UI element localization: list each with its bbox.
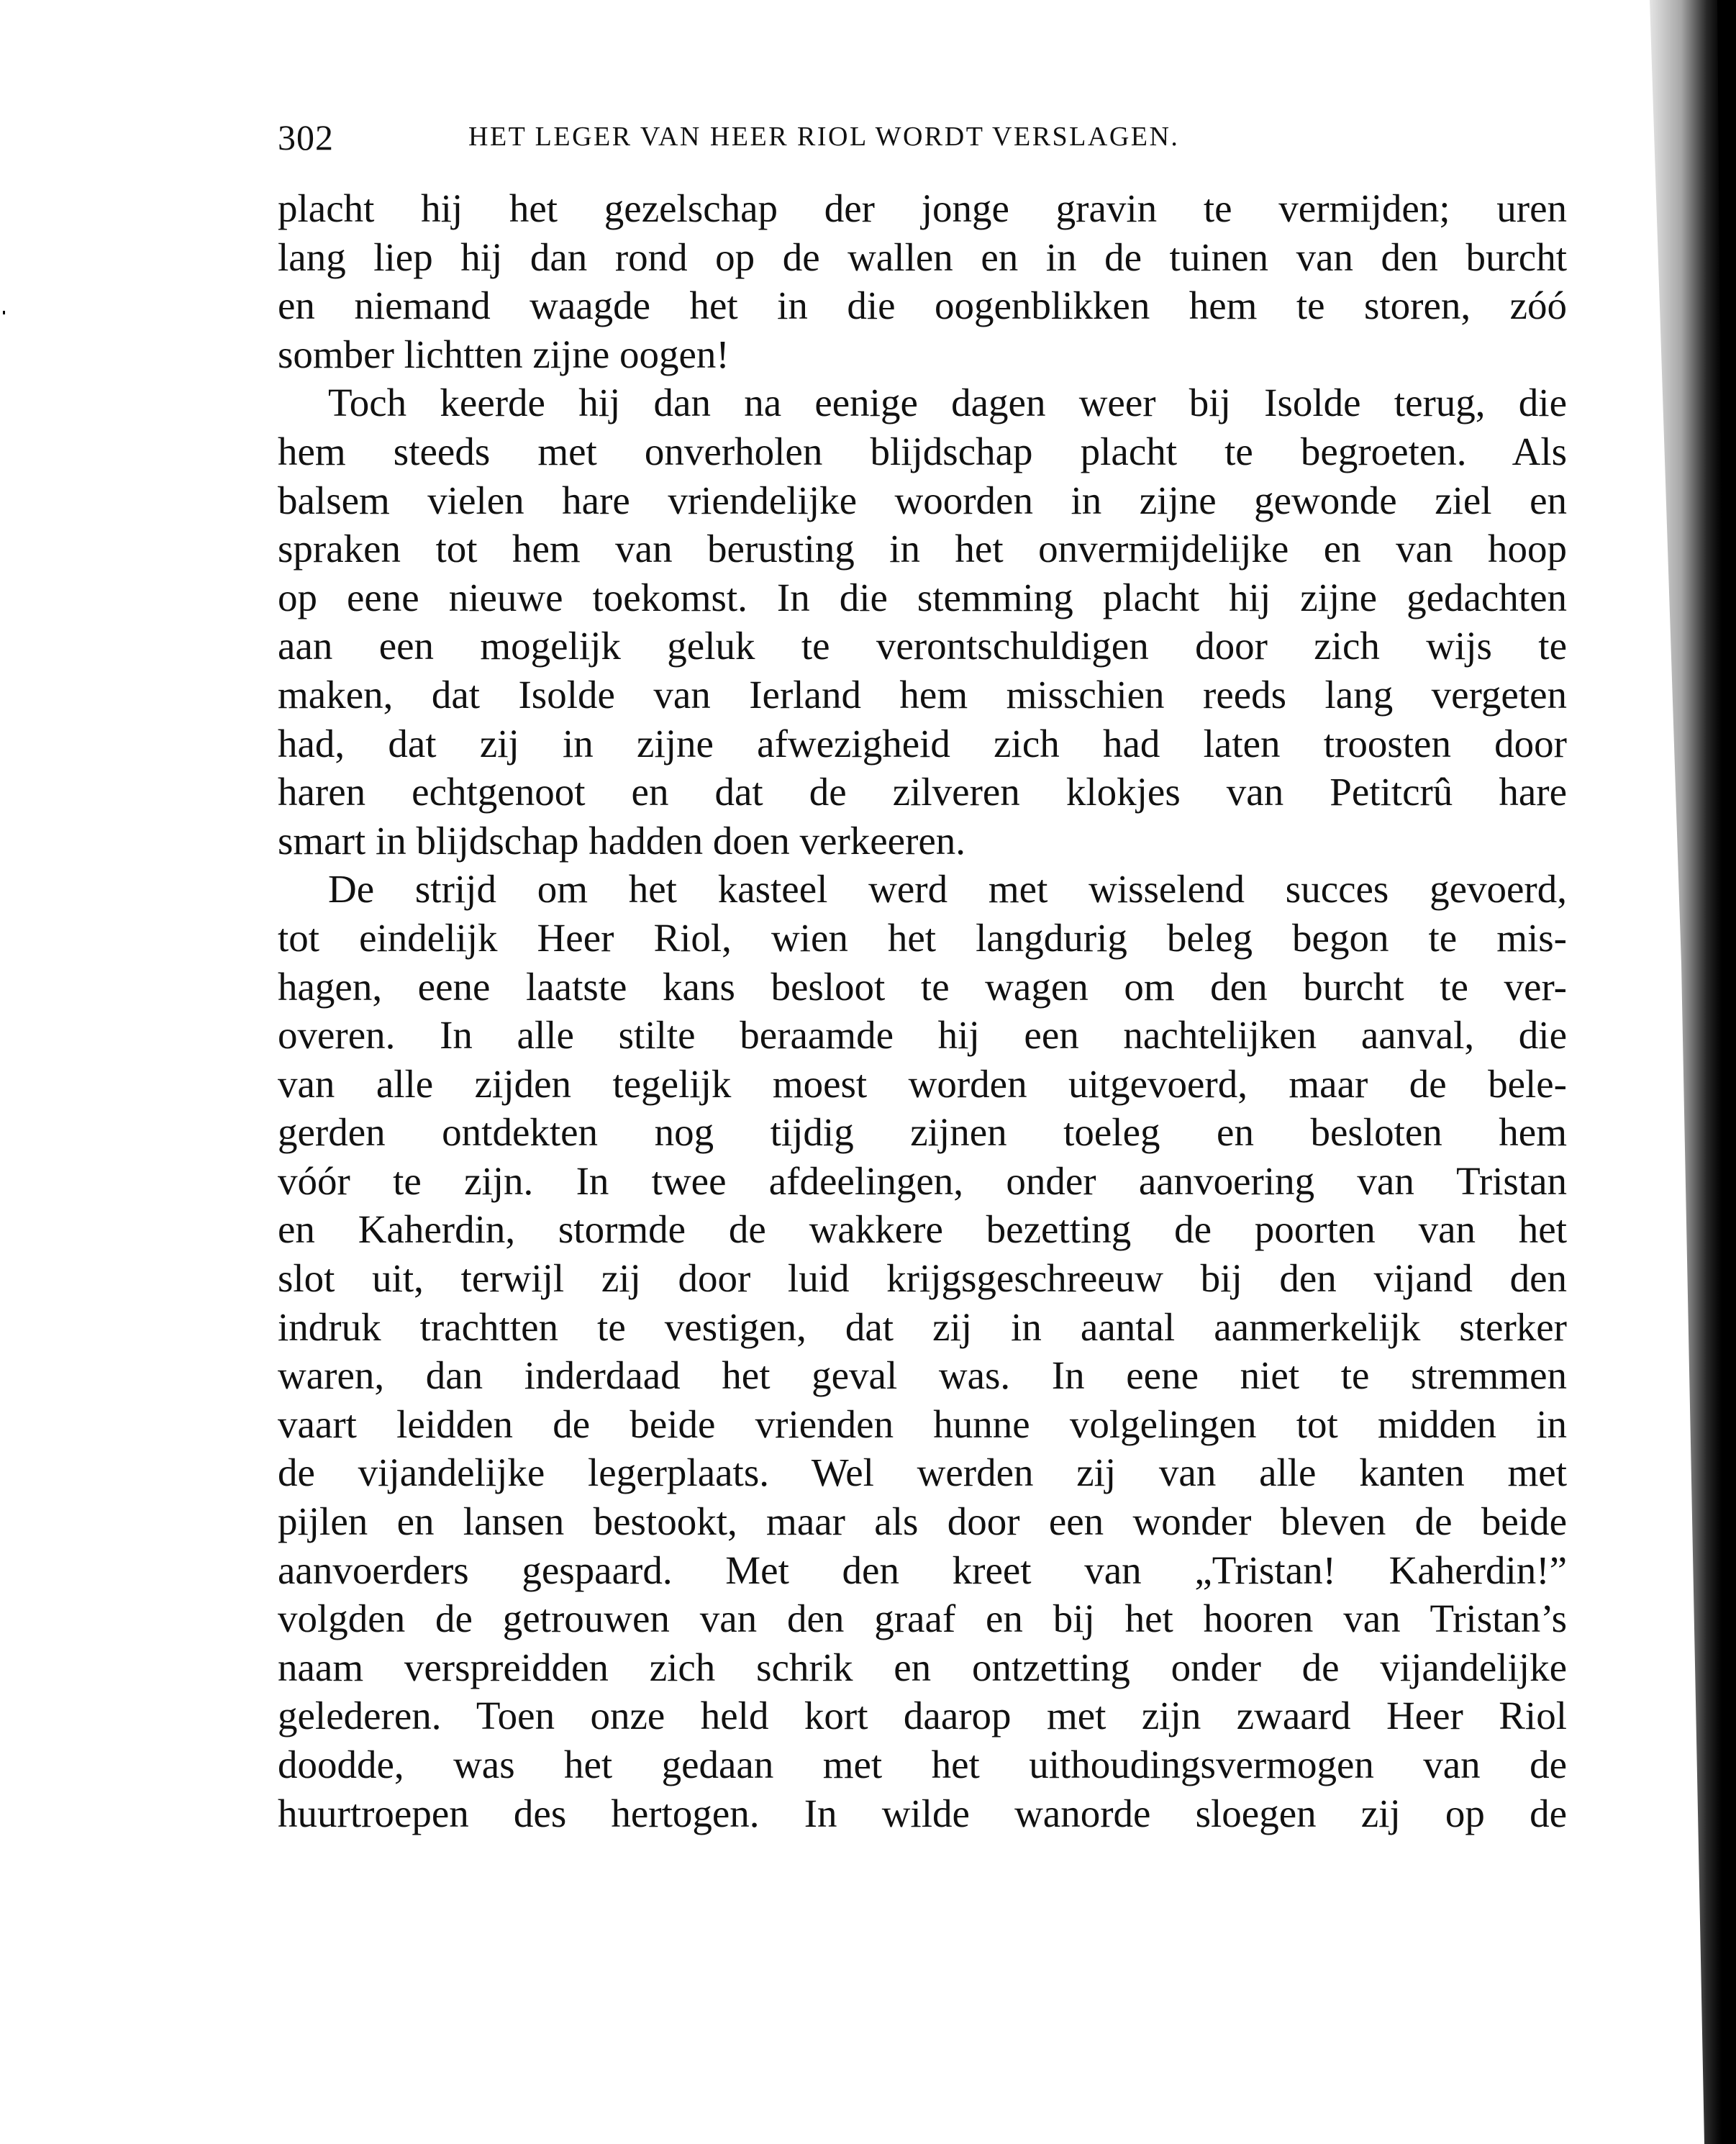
text-line: Toch keerde hij dan na eenige dagen weer bij Isolde terug, die: [328, 381, 1567, 425]
text-line: maken, dat Isolde van Ierland hem misschien reeds lang vergeten: [278, 672, 1567, 717]
text-line: indruk trachtten te vestigen, dat zij in aantal aanmerkelijk sterker: [278, 1304, 1567, 1349]
text-line: pijlen en lansen bestookt, maar als door een wonder bleven de beide: [278, 1499, 1567, 1544]
scan-gutter-edge: [1717, 0, 1736, 2144]
text-line: hem steeds met onverholen blijdschap placht te begroeten. Als: [278, 429, 1567, 473]
text-line: lang liep hij dan rond op de wallen en in de tuinen van den burcht: [278, 235, 1567, 279]
text-line: spraken tot hem van berusting in het onvermijdelijke en van hoop: [278, 527, 1567, 571]
page-number: 302: [278, 117, 334, 158]
text-line: en Kaherdin, stormde de wakkere bezetting de poorten van het: [278, 1207, 1567, 1252]
text-line: had, dat zij in zijne afwezigheid zich had laten troosten door: [278, 721, 1567, 766]
scan-gutter-shadow: [1592, 0, 1736, 2144]
text-line: huurtroepen des hertogen. In wilde wanorde sloegen zij op de: [278, 1791, 1567, 1835]
text-line: tot eindelijk Heer Riol, wien het langdurig beleg begon te mis-: [278, 915, 1567, 960]
text-line: van alle zijden tegelijk moest worden uitgevoerd, maar de bele-: [278, 1061, 1567, 1106]
text-line: naam verspreidden zich schrik en ontzetting onder de vijandelijke: [278, 1645, 1567, 1689]
text-line: doodde, was het gedaan met het uithoudingsvermogen van de: [278, 1743, 1567, 1786]
scan-speck: [3, 311, 5, 314]
text-line: balsem vielen hare vriendelijke woorden in zijne gewonde ziel en: [278, 478, 1567, 522]
text-line: somber lichtten zijne oogen!: [278, 332, 730, 376]
running-head: [278, 115, 1371, 165]
text-line: vaart leidden de beide vrienden hunne volgelingen tot midden in: [278, 1402, 1567, 1446]
body-text: [278, 184, 1567, 1838]
text-line: de vijandelijke legerplaats. Wel werden zij van alle kanten met: [278, 1450, 1567, 1495]
text-line: aan een mogelijk geluk te verontschuldigen door zich wijs te: [278, 624, 1567, 668]
text-line: smart in blijdschap hadden doen verkeeren.: [278, 818, 966, 863]
text-line: haren echtgenoot en dat de zilveren klokjes van Petitcrû hare: [278, 770, 1567, 814]
text-line: placht hij het gezelschap der jonge gravin te vermijden; uren: [278, 186, 1567, 230]
text-line: overen. In alle stilte beraamde hij een nachtelijken aanval, die: [278, 1013, 1567, 1058]
text-line: hagen, eene laatste kans besloot te wagen om den burcht te ver-: [278, 964, 1567, 1009]
text-line: en niemand waagde het in die oogenblikken hem te storen, zóó: [278, 283, 1567, 328]
text-line: waren, dan inderdaad het geval was. In eene niet te stremmen: [278, 1353, 1567, 1398]
text-line: gerden ontdekten nog tijdig zijnen toeleg en besloten hem: [278, 1110, 1567, 1155]
text-line: vóór te zijn. In twee afdeelingen, onder aanvoering van Tristan: [278, 1158, 1567, 1203]
text-line: De strijd om het kasteel werd met wisselend succes gevoerd,: [328, 867, 1567, 912]
text-line: op eene nieuwe toekomst. In die stemming placht hij zijne gedachten: [278, 575, 1567, 619]
text-line: slot uit, terwijl zij door luid krijgsgeschreeuw bij den vijand den: [278, 1256, 1567, 1301]
text-line: volgden de getrouwen van den graaf en bij het hooren van Tristan’s: [278, 1596, 1567, 1641]
text-line: gelederen. Toen onze held kort daarop met zijn zwaard Heer Riol: [278, 1694, 1567, 1738]
text-line: aanvoerders gespaard. Met den kreet van „Tristan! Kaherdin!”: [278, 1548, 1567, 1592]
running-title: HET LEGER VAN HEER RIOL WORDT VERSLAGEN.: [468, 122, 1180, 152]
